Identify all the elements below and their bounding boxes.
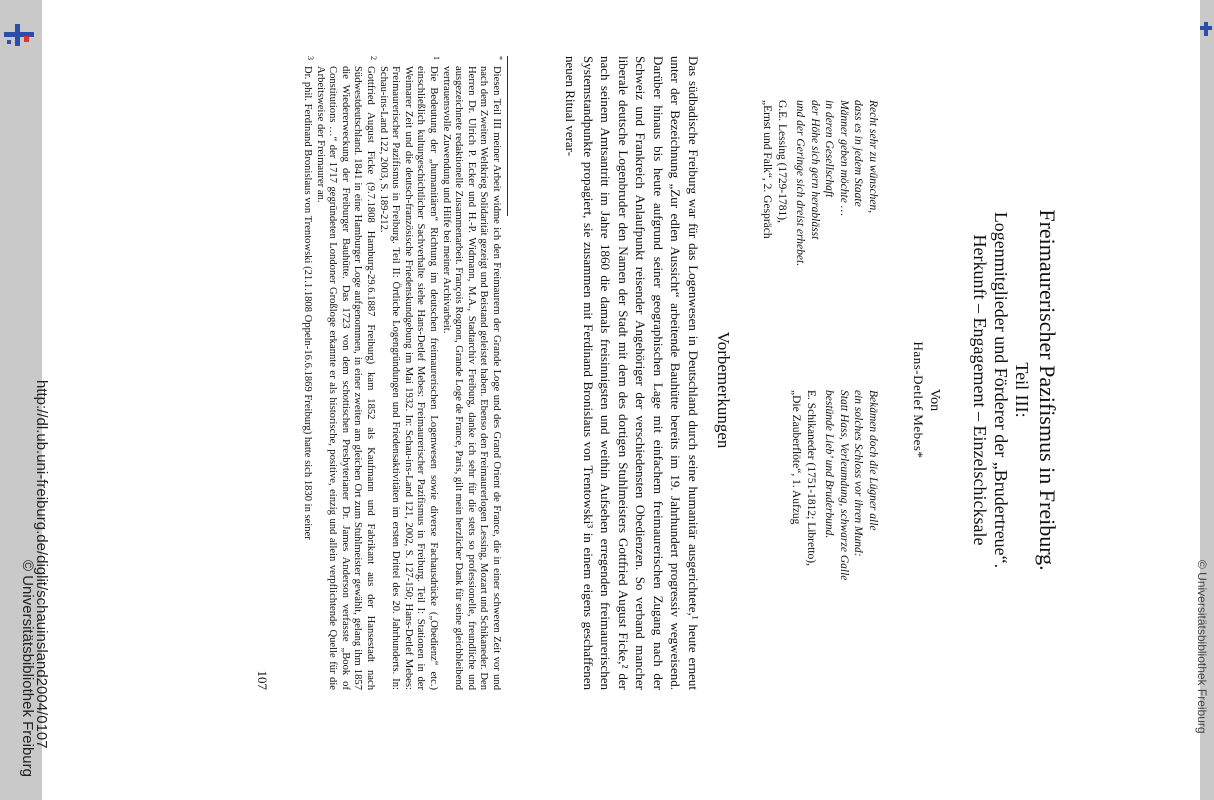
section-heading: Vorbemerkungen [714, 331, 733, 449]
subtitle-line-2: Herkunft – Engagement – Einzelschicksale [970, 234, 990, 546]
motto-verse: Recht sehr zu wünschen, dass es in jedem Staate Männer geben möchte … in deren Gesellschaft der Höhe sich gern herablässt und der Geringe sich dreist erhebet. [794, 100, 879, 267]
motto-source: E. Schikaneder (1751-1812; Libretto), [805, 390, 817, 566]
subtitle-line-1: Logenmitglieder und Förderer der „Brudertreue“. [991, 211, 1011, 569]
footnote-divider [507, 56, 508, 216]
footnote [301, 56, 314, 690]
source-url: http://dl.ub.uni-freiburg.de/diglit/schauinsland2004/0107 [33, 380, 50, 749]
motto-schikaneder [789, 390, 880, 670]
motto-verse: Bekämen doch die Lügner alle ein solches Schloss vor ihren Mund: Statt Hass, Verleumdung, schwarze Galle bestünde Lieb’ und Bruderbund. [823, 390, 879, 581]
footnote-mark: * [495, 56, 504, 60]
article-subtitle [969, 140, 1032, 640]
byline-von: Von [927, 388, 942, 412]
footnote [439, 56, 502, 690]
motto-source-work: „Ernst und Falk“, 2. Gespräch [761, 100, 774, 239]
right-watermark [1190, 0, 1214, 800]
left-watermark [12, 0, 50, 800]
page-number: 107 [255, 670, 270, 690]
footnote-mark: 1 [432, 56, 442, 60]
footnote [376, 56, 442, 690]
part-label: Teil III: [1012, 362, 1032, 418]
footnote-text: Gottfried August Ficke (9.7.1808 Hamburg-29.6.1887 Freiburg) kam 1852 als Kaufmann und Fabrikant aus der Hansestadt nach Südwestdeutschland. 1841 in eine Hamburger Loge aufgenommen, in einer zweiten am gleichen Ort zum Stuhlmeister gewählt, gelang ihm 1857 die Wiedererweckung der Freiburger Bauhütte. Das 1723 von dem schottischen Presbyterianer Dr. James Anderson verfasste „Book of Constitutions …“ der 1717 gegründeten Londoner Großloge erkannte er als historische, positive, einzig und allein verpflichtende Quelle für die Arbeitsweise der Freimaurer an. [314, 66, 377, 690]
footnote-mark: 3 [306, 56, 316, 60]
scanned-page [110, 56, 1060, 700]
body-paragraph: Das südbadische Freiburg war für das Logenwesen in Deutschland durch seine humanitär ausgerichtete,¹ heute erneut unter der Bezeichnung „Zur edlen Aussicht“ arbeitende Bauhütte bereits im 19. Jahrhundert progressiv wegweisend. Darüber hinaus bis heute aufgrund seiner geographischen Lage mit einfachem freimaurerischen Zugang nach der Schweiz und Frankreich Anlaufpunkt reisender Angehöriger der verschiedensten Obedienzen. So verband mancher liberale deutsche Logenbruder den Namen der Stadt mit dem des dortigen Stuhlmeisters Gottfried August Ficke,² der nach seinem Amtsantritt im Jahre 1860 die damals freisinnigsten und weithin Aufsehen erregenden freimaurerischen Systemstandpunkte propagiert, sie zusammen mit Ferdinand Bronislaus von Trentowski³ in einem eigens geschaffenen neuen Ritual verar- [563, 56, 701, 690]
footnote [313, 56, 379, 690]
footnote-mark: 2 [369, 56, 379, 60]
footnotes [301, 56, 503, 690]
author-name: Hans-Detlef Mebes* [911, 341, 926, 459]
copyright-notice-right: © Universitätsbibliothek Freiburg [1195, 560, 1209, 734]
footnote-text: Dr. phil. Ferdinand Bronislaus von Trentowski (21.1.1808 Oppeln-16.6.1869 Freiburg) hatte sich 1830 in seiner [302, 66, 314, 540]
footnote-text: Die Bedeutung der „humanitären“ Richtung im deutschen freimaurerischen Logenwesen sowie diverse Fachausdrücke („Obedienz“ etc.) einschließlich kulturgeschichtlicher Sachverhalte siehe Hans-Detlef Mebes: Freimaurerischer Pazifismus in Freiburg. Teil I: Stationen in der Weimarer Zeit und die deutsch-französische Friedenskundgebung im Mai 1932. In: Schau-ins-Land 121, 2002, S. 127-150; Hans-Detlef Mebes: Freimaurerischer Pazifismus in Freiburg. Teil II: Örtliche Logengründungen und Friedensaktivitäten im ersten Drittel des 20. Jahrhunderts. In: Schau-ins-Land 122, 2003, S. 189-212. [377, 66, 440, 690]
motto-lessing [760, 100, 880, 360]
copyright-notice: © Universitätsbibliothek Freiburg [19, 560, 36, 777]
motto-source: G.E. Lessing (1729-1781), [776, 100, 788, 223]
footnote-text: Diesen Teil III meiner Arbeit widme ich den Freimaurern der Grande Loge und des Grand Orient de France, die in einer schweren Zeit vor und nach dem Zweiten Weltkrieg Solidarität gezeigt und Beistand geleistet haben. Ebenso den Freimaurerlogen Lessing, Mozart und Schikaneder. Den Herren Dr. Ulrich P. Ecker und H.-P. Widmann, M.A., Stadtarchiv Freiburg, danke ich sehr für die stets so professionelle, freundliche und ausgezeichnete redaktionelle Zusammenarbeit. François Rognon, Grande Loge de France, Paris, gilt mein herzlicher Dank für seine gleichbleibend vertrauensvolle Zuwendung und Hilfe bei meiner Archivarbeit. [440, 66, 502, 690]
motto-source-work: „Die Zauberflöte“, 1. Aufzug [790, 390, 803, 525]
article-title: Freimaurerischer Pazifismus in Freiburg. [1035, 209, 1060, 571]
